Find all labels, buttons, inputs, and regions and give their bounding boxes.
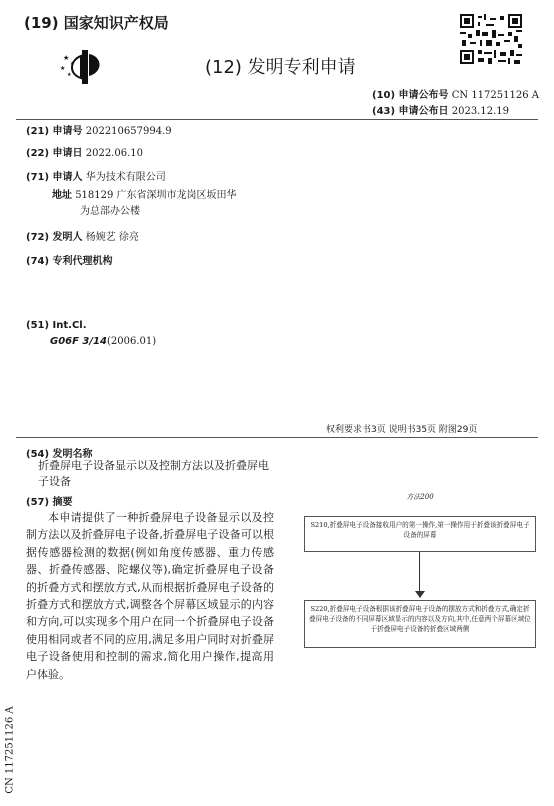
flow-arrow-line (419, 552, 420, 592)
header-divider (16, 119, 538, 120)
publication-number-value: CN 117251126 A (451, 90, 539, 101)
inventors-value: 杨婉艺 徐亮 (85, 232, 139, 243)
address-line-1: 518129 广东省深圳市龙岗区坂田华 (75, 190, 237, 201)
application-number-value: 202210657994.9 (85, 126, 172, 137)
application-number (26, 124, 172, 139)
svg-text:★: ★ (60, 65, 66, 72)
applicant (26, 170, 166, 185)
publication-date-value: 2023.12.19 (451, 106, 509, 117)
int-cl (26, 318, 87, 333)
ipc-class: G06F 3/14 (50, 336, 107, 347)
abstract-text: 本申请提供了一种折叠屏电子设备显示以及控制方法以及折叠屏电子设备,折叠屏电子设备可以根据传感器检测的数据(例如角度传感器、重力传感器、折叠传感器、陀螺仪等),确定折叠屏电子设备的折叠方式和摆放方式,从而根据折叠屏电子设备的折叠方式和摆放方式,调整各个屏幕区域显示的内容和方向,可以实现多个用户在同一个折叠屏电子设备使用相同或者不同的应用,满足多用户同时对折叠屏电子设备使用和控制的需求,简化用户操作,提高用户体验。 (26, 511, 274, 681)
application-date-value: 2022.06.10 (85, 148, 143, 159)
svg-text:★: ★ (70, 61, 75, 67)
ipc-date: (2006.01) (106, 336, 157, 347)
applicant-value: 华为技术有限公司 (85, 172, 166, 183)
publication-date-label: (43) 申请公布日 (372, 106, 449, 117)
flow-step-s210: S210,折叠屏电子设备接收用户的第一操作,第一操作用于折叠该折叠屏电子设备的屏幕 (304, 516, 536, 552)
abstract-label: (57) 摘要 (26, 497, 73, 508)
side-publication-text: CN 117251126 A (4, 706, 16, 794)
office-name: (19) 国家知识产权局 (24, 14, 169, 32)
address-line-2: 为总部办公楼 (80, 206, 140, 217)
agency-label: (74) 专利代理机构 (26, 256, 113, 267)
invention-title-label: (54) 发明名称 (26, 449, 93, 460)
publication-date (372, 102, 509, 117)
invention-title: 折叠屏电子设备显示以及控制方法以及折叠屏电子设备 (38, 459, 269, 488)
svg-text:★: ★ (63, 54, 70, 62)
ipc-classification (50, 336, 156, 347)
figure-title: 方法200 (406, 493, 434, 501)
agency (26, 254, 113, 269)
side-publication-number (0, 700, 20, 806)
address-label: 地址 (52, 190, 72, 201)
inventors (26, 230, 139, 245)
address (52, 188, 237, 203)
address-line-2-row (80, 204, 140, 219)
application-number-label: (21) 申请号 (26, 126, 83, 137)
abstract-figure (300, 492, 540, 652)
body-divider (16, 437, 538, 438)
int-cl-label: (51) Int.Cl. (26, 320, 87, 331)
inventors-label: (72) 发明人 (26, 232, 83, 243)
application-date-label: (22) 申请日 (26, 148, 83, 159)
qr-code-icon (460, 14, 522, 64)
application-date (26, 146, 143, 161)
flow-step-s220: S220,折叠屏电子设备根据该折叠屏电子设备的摆放方式和折叠方式,确定折叠屏电子设备的不同屏幕区域显示的内容以及方向,其中,任意两个屏幕区域位于折叠屏电子设备的折叠区域两侧 (304, 600, 536, 648)
svg-text:★: ★ (67, 72, 72, 78)
flow-arrow-head-icon (415, 591, 425, 598)
document-type: (12) 发明专利申请 (205, 57, 356, 78)
cnipa-emblem-icon (58, 46, 108, 86)
page-counts: 权利要求书3页 说明书35页 附图29页 (326, 425, 478, 435)
publication-number-label: (10) 申请公布号 (372, 90, 449, 101)
publication-number (372, 86, 539, 101)
applicant-label: (71) 申请人 (26, 172, 83, 183)
